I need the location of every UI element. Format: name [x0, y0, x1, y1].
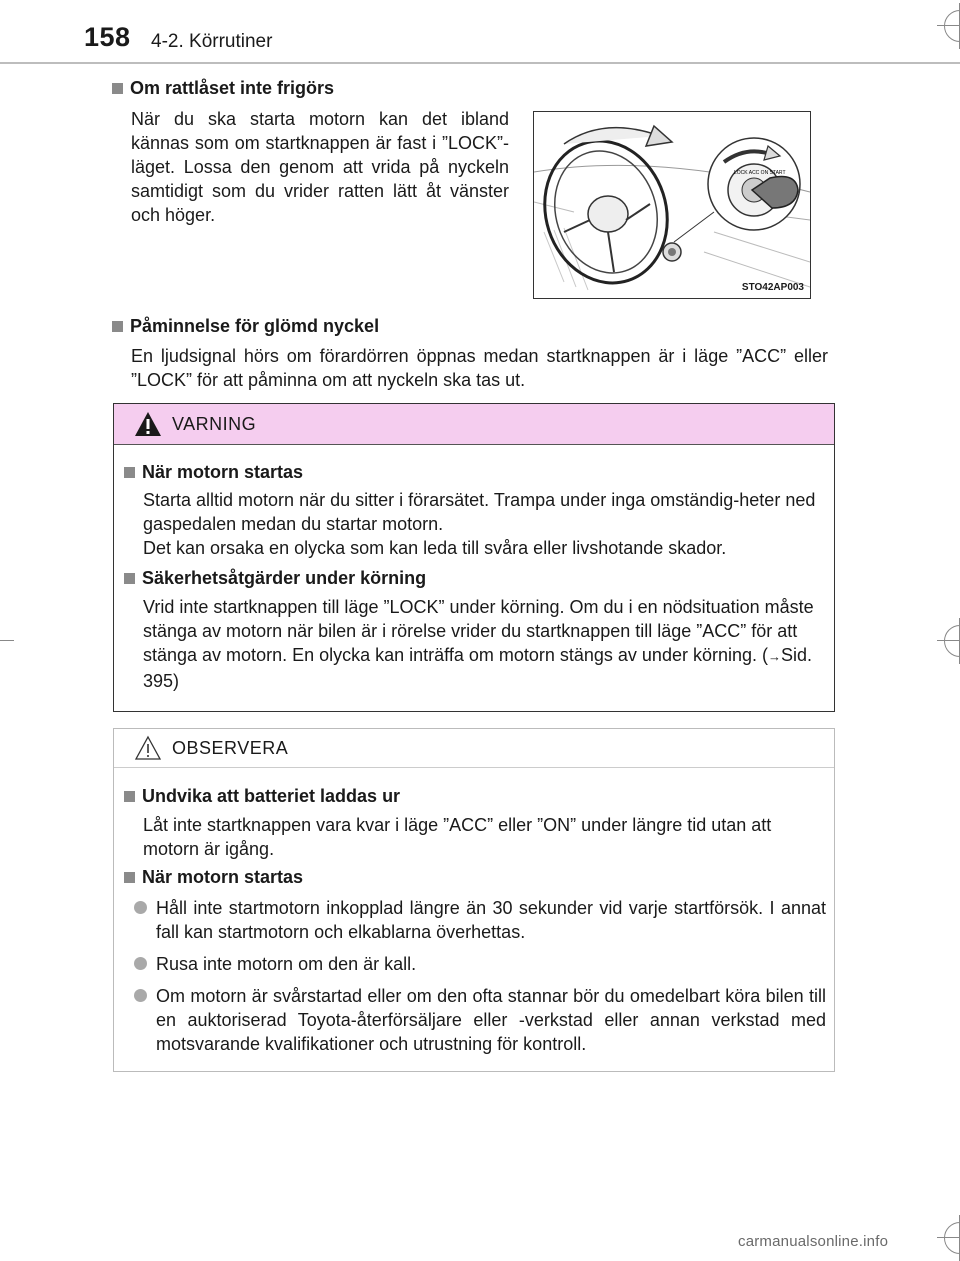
notice-bullet-1 — [134, 896, 826, 944]
registration-mark-middle — [944, 625, 960, 657]
warning-item-2-text-end: ) — [173, 671, 180, 691]
registration-mark-top — [944, 10, 960, 42]
square-bullet-icon — [124, 573, 135, 584]
warning-item-2 — [114, 568, 834, 693]
warning-item-1-heading-text: När motorn startas — [142, 462, 304, 482]
notice-item-1-heading-text: Undvika att batteriet laddas ur — [142, 786, 401, 806]
warning-item-1-paragraph-2: Det kan orsaka en olycka som kan leda till svåra eller livshotande skador. — [143, 538, 727, 558]
caution-outline-triangle-icon — [134, 735, 162, 761]
arrow-right-icon: → — [768, 649, 781, 664]
header-rule — [0, 62, 960, 64]
paminnelse-text: En ljudsignal hörs om förardörren öppnas medan startknappen är i läge ”ACC” eller ”LOCK” för att påminna om att nyckeln ska tas ut. — [131, 346, 828, 390]
notice-header — [114, 729, 834, 768]
warning-item-1-heading — [124, 462, 834, 483]
heading-rattlas — [112, 78, 334, 99]
figure-code: STO42AP003 — [741, 282, 804, 293]
registration-mark-bottom — [944, 1222, 960, 1254]
heading-paminnelse-text: Påminnelse för glömd nyckel — [130, 316, 380, 336]
notice-item-1-heading — [124, 786, 834, 807]
svg-text:LOCK ACC ON START: LOCK ACC ON START — [734, 170, 786, 176]
square-bullet-icon — [112, 83, 123, 94]
warning-label: VARNING — [172, 413, 257, 434]
square-bullet-icon — [112, 321, 123, 332]
warning-item-2-text — [143, 595, 824, 693]
notice-label: OBSERVERA — [172, 737, 289, 758]
notice-bullet-3 — [134, 984, 826, 1056]
page-reference-link[interactable]: Sid. 395 — [143, 645, 813, 691]
watermark: carmanualsonline.info — [738, 1233, 889, 1250]
notice-item-2-heading-text: När motorn startas — [142, 867, 304, 887]
notice-bullet-1-text: Håll inte startmotorn inkopplad längre än 30 sekunder vid varje startförsök. I annat fall kan startmotorn och elkablarna överhettas. — [156, 898, 826, 942]
warning-header — [114, 404, 834, 445]
circle-bullet-icon — [134, 989, 147, 1002]
section-title: 4-2. Körrutiner — [151, 31, 273, 52]
warning-item-2-heading — [124, 568, 834, 589]
page-number: 158 — [84, 22, 131, 52]
notice-bullet-3-text: Om motorn är svårstartad eller om den ofta stannar bör du omedelbart köra bilen till en auktoriserad Toyota-återförsäljare eller -verkstad eller annan verkstad med motsvarande kvalifikationer och utrustning för kontroll. — [156, 986, 826, 1054]
notice-item-1 — [114, 786, 834, 861]
circle-bullet-icon — [134, 957, 147, 970]
steering-lock-figure — [533, 111, 811, 299]
warning-item-2-heading-text: Säkerhetsåtgärder under körning — [142, 568, 427, 588]
notice-item-2 — [114, 867, 834, 1056]
notice-item-1-text: Låt inte startknappen vara kvar i läge ”ACC” eller ”ON” under längre tid utan att motorn är igång. — [143, 815, 772, 859]
warning-item-2-text-main: Vrid inte startknappen till läge ”LOCK” under körning. Om du i en nödsituation måste stänga av motorn när bilen är i rörelse vrider du startknappen till läge ”ACC” för att stänga av motorn. En olycka kan inträffa om motorn stängs av under körning. ( — [143, 597, 814, 665]
notice-bullet-2 — [134, 952, 826, 976]
warning-item-1 — [114, 462, 834, 560]
trim-mark-left — [0, 640, 14, 641]
notice-bullet-2-text: Rusa inte motorn om den är kall. — [156, 954, 417, 974]
notice-item-2-heading — [124, 867, 834, 888]
square-bullet-icon — [124, 467, 135, 478]
warning-box — [113, 403, 835, 712]
steering-wheel-key-illustration — [534, 112, 810, 298]
warning-item-1-paragraph-1: Starta alltid motorn när du sitter i förarsätet. Trampa under inga omständig-heter ned gaspedalen medan du startar motorn. — [143, 490, 816, 534]
square-bullet-icon — [124, 872, 135, 883]
notice-box — [113, 728, 835, 1072]
heading-rattlas-text: Om rattlåset inte frigörs — [130, 78, 335, 98]
circle-bullet-icon — [134, 901, 147, 914]
rattlas-text: När du ska starta motorn kan det ibland kännas som om startknappen är fast i ”LOCK”-läget. Lossa den genom att vrida på nyckeln samtidigt som du vrider ratten lätt åt vänster och höger. — [131, 109, 509, 225]
square-bullet-icon — [124, 791, 135, 802]
heading-paminnelse — [112, 316, 379, 337]
warning-triangle-icon — [134, 411, 162, 437]
